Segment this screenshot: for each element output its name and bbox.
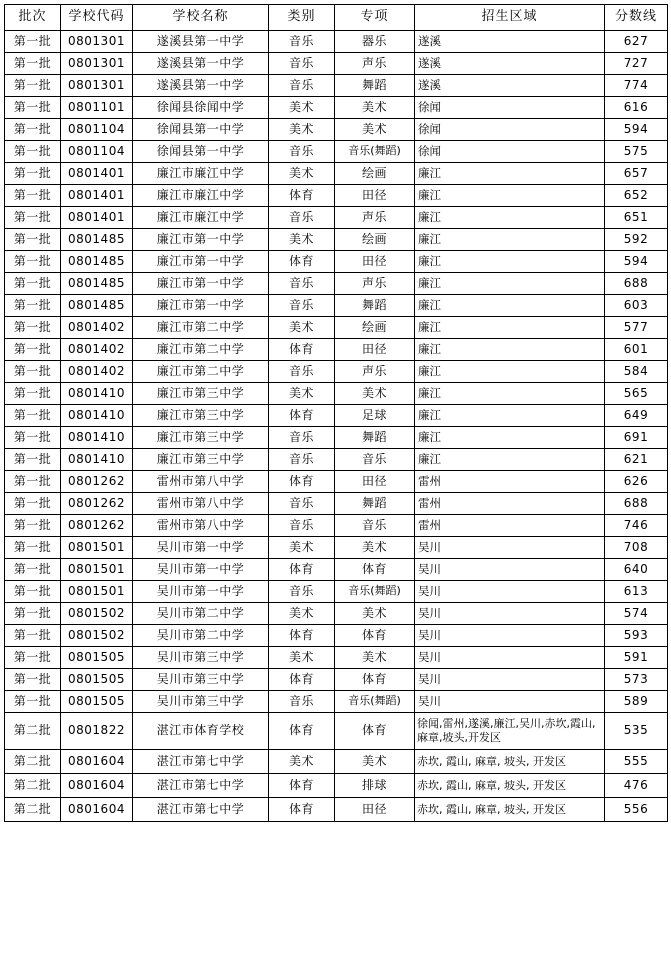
cell-school-code: 0801262 xyxy=(61,471,133,493)
cell-score-line: 627 xyxy=(605,31,668,53)
cell-school-name: 湛江市第七中学 xyxy=(133,750,269,774)
table-row xyxy=(5,295,668,317)
table-row xyxy=(5,273,668,295)
table-row xyxy=(5,537,668,559)
cell-specialty: 体育 xyxy=(335,625,415,647)
cell-score-line: 652 xyxy=(605,185,668,207)
cell-category: 音乐 xyxy=(269,515,335,537)
cell-school-name: 廉江市第一中学 xyxy=(133,273,269,295)
cell-batch: 第一批 xyxy=(5,361,61,383)
cell-category: 美术 xyxy=(269,383,335,405)
cell-category: 音乐 xyxy=(269,75,335,97)
cell-category: 体育 xyxy=(269,185,335,207)
cell-category: 音乐 xyxy=(269,31,335,53)
cell-category: 音乐 xyxy=(269,273,335,295)
table-row xyxy=(5,449,668,471)
cell-batch: 第一批 xyxy=(5,493,61,515)
cell-category: 音乐 xyxy=(269,207,335,229)
table-header xyxy=(5,5,668,31)
cell-enrollment-area: 吴川 xyxy=(415,581,605,603)
cell-enrollment-area: 吴川 xyxy=(415,537,605,559)
cell-batch: 第一批 xyxy=(5,53,61,75)
cell-school-code: 0801501 xyxy=(61,559,133,581)
cell-batch: 第一批 xyxy=(5,559,61,581)
cell-school-name: 廉江市第三中学 xyxy=(133,427,269,449)
cell-school-code: 0801402 xyxy=(61,361,133,383)
cell-category: 体育 xyxy=(269,669,335,691)
cell-batch: 第一批 xyxy=(5,31,61,53)
cell-school-name: 廉江市第一中学 xyxy=(133,251,269,273)
cell-school-code: 0801501 xyxy=(61,537,133,559)
cell-school-name: 湛江市第七中学 xyxy=(133,798,269,822)
cell-batch: 第一批 xyxy=(5,669,61,691)
cell-enrollment-area: 遂溪 xyxy=(415,75,605,97)
cell-batch: 第一批 xyxy=(5,647,61,669)
table-row xyxy=(5,339,668,361)
cell-enrollment-area: 徐闻 xyxy=(415,97,605,119)
cell-category: 体育 xyxy=(269,774,335,798)
cell-score-line: 573 xyxy=(605,669,668,691)
column-header-score-line: 分数线 xyxy=(605,5,668,31)
cell-school-name: 吴川市第二中学 xyxy=(133,603,269,625)
cell-specialty: 体育 xyxy=(335,713,415,750)
cell-score-line: 708 xyxy=(605,537,668,559)
cell-score-line: 626 xyxy=(605,471,668,493)
cell-batch: 第一批 xyxy=(5,383,61,405)
cell-specialty: 声乐 xyxy=(335,361,415,383)
cell-score-line: 575 xyxy=(605,141,668,163)
cell-school-name: 吴川市第一中学 xyxy=(133,559,269,581)
cell-enrollment-area: 吴川 xyxy=(415,691,605,713)
cell-score-line: 591 xyxy=(605,647,668,669)
cell-specialty: 绘画 xyxy=(335,229,415,251)
cell-specialty: 美术 xyxy=(335,537,415,559)
cell-enrollment-area: 廉江 xyxy=(415,251,605,273)
table-row xyxy=(5,317,668,339)
cell-school-name: 廉江市廉江中学 xyxy=(133,185,269,207)
cell-score-line: 613 xyxy=(605,581,668,603)
cell-specialty: 田径 xyxy=(335,251,415,273)
cell-school-name: 吴川市第三中学 xyxy=(133,691,269,713)
cell-school-name: 徐闻县第一中学 xyxy=(133,119,269,141)
cell-score-line: 691 xyxy=(605,427,668,449)
cell-batch: 第二批 xyxy=(5,750,61,774)
cell-school-name: 遂溪县第一中学 xyxy=(133,75,269,97)
table-row xyxy=(5,251,668,273)
table-body xyxy=(5,31,668,822)
cell-batch: 第二批 xyxy=(5,798,61,822)
cell-specialty: 排球 xyxy=(335,774,415,798)
cell-batch: 第一批 xyxy=(5,537,61,559)
cell-specialty: 音乐 xyxy=(335,515,415,537)
cell-enrollment-area: 遂溪 xyxy=(415,53,605,75)
cell-school-name: 雷州市第八中学 xyxy=(133,493,269,515)
cell-enrollment-area: 徐闻 xyxy=(415,119,605,141)
table-row xyxy=(5,515,668,537)
cell-category: 音乐 xyxy=(269,361,335,383)
cell-school-code: 0801505 xyxy=(61,647,133,669)
cell-school-code: 0801262 xyxy=(61,493,133,515)
table-row xyxy=(5,97,668,119)
cell-school-code: 0801505 xyxy=(61,669,133,691)
cell-batch: 第二批 xyxy=(5,774,61,798)
cell-school-name: 吴川市第三中学 xyxy=(133,669,269,691)
cell-school-code: 0801401 xyxy=(61,163,133,185)
cell-school-name: 遂溪县第一中学 xyxy=(133,31,269,53)
cell-school-name: 廉江市廉江中学 xyxy=(133,163,269,185)
cell-specialty: 音乐(舞蹈) xyxy=(335,141,415,163)
cell-specialty: 体育 xyxy=(335,669,415,691)
table-row xyxy=(5,185,668,207)
cell-score-line: 774 xyxy=(605,75,668,97)
cell-score-line: 594 xyxy=(605,119,668,141)
cell-specialty: 美术 xyxy=(335,750,415,774)
table-row xyxy=(5,361,668,383)
cell-school-code: 0801502 xyxy=(61,625,133,647)
cell-specialty: 音乐(舞蹈) xyxy=(335,581,415,603)
cell-specialty: 器乐 xyxy=(335,31,415,53)
column-header-enrollment-area: 招生区域 xyxy=(415,5,605,31)
cell-category: 美术 xyxy=(269,647,335,669)
cell-school-code: 0801501 xyxy=(61,581,133,603)
cell-specialty: 体育 xyxy=(335,559,415,581)
cell-specialty: 美术 xyxy=(335,383,415,405)
cell-batch: 第一批 xyxy=(5,449,61,471)
table-row xyxy=(5,750,668,774)
table-row xyxy=(5,603,668,625)
table-row xyxy=(5,75,668,97)
cell-school-code: 0801101 xyxy=(61,97,133,119)
cell-score-line: 577 xyxy=(605,317,668,339)
admission-score-table xyxy=(4,4,668,822)
cell-score-line: 535 xyxy=(605,713,668,750)
cell-school-name: 吴川市第二中学 xyxy=(133,625,269,647)
cell-specialty: 舞蹈 xyxy=(335,493,415,515)
cell-enrollment-area: 廉江 xyxy=(415,339,605,361)
cell-score-line: 574 xyxy=(605,603,668,625)
cell-specialty: 田径 xyxy=(335,185,415,207)
cell-school-code: 0801604 xyxy=(61,750,133,774)
cell-specialty: 田径 xyxy=(335,339,415,361)
table-row xyxy=(5,53,668,75)
cell-score-line: 688 xyxy=(605,273,668,295)
cell-enrollment-area: 廉江 xyxy=(415,405,605,427)
table-row xyxy=(5,713,668,750)
cell-batch: 第一批 xyxy=(5,273,61,295)
cell-score-line: 601 xyxy=(605,339,668,361)
cell-batch: 第一批 xyxy=(5,207,61,229)
cell-score-line: 640 xyxy=(605,559,668,581)
cell-enrollment-area: 廉江 xyxy=(415,229,605,251)
table-row xyxy=(5,669,668,691)
cell-specialty: 舞蹈 xyxy=(335,427,415,449)
cell-batch: 第一批 xyxy=(5,229,61,251)
cell-batch: 第一批 xyxy=(5,405,61,427)
table-row xyxy=(5,31,668,53)
cell-batch: 第一批 xyxy=(5,295,61,317)
cell-school-name: 吴川市第一中学 xyxy=(133,537,269,559)
cell-specialty: 美术 xyxy=(335,97,415,119)
cell-score-line: 593 xyxy=(605,625,668,647)
cell-specialty: 音乐 xyxy=(335,449,415,471)
cell-category: 体育 xyxy=(269,798,335,822)
cell-batch: 第二批 xyxy=(5,713,61,750)
table-header-row xyxy=(5,5,668,31)
column-header-batch: 批次 xyxy=(5,5,61,31)
cell-school-code: 0801410 xyxy=(61,427,133,449)
cell-school-name: 廉江市第一中学 xyxy=(133,229,269,251)
cell-category: 美术 xyxy=(269,537,335,559)
cell-enrollment-area: 雷州 xyxy=(415,515,605,537)
cell-category: 体育 xyxy=(269,471,335,493)
column-header-specialty: 专项 xyxy=(335,5,415,31)
cell-specialty: 舞蹈 xyxy=(335,295,415,317)
cell-score-line: 746 xyxy=(605,515,668,537)
cell-category: 音乐 xyxy=(269,581,335,603)
cell-school-name: 廉江市第二中学 xyxy=(133,361,269,383)
cell-score-line: 649 xyxy=(605,405,668,427)
table-row xyxy=(5,647,668,669)
cell-school-code: 0801485 xyxy=(61,273,133,295)
cell-score-line: 556 xyxy=(605,798,668,822)
cell-score-line: 565 xyxy=(605,383,668,405)
cell-school-code: 0801502 xyxy=(61,603,133,625)
cell-school-name: 廉江市第二中学 xyxy=(133,317,269,339)
cell-school-code: 0801262 xyxy=(61,515,133,537)
cell-school-code: 0801505 xyxy=(61,691,133,713)
cell-school-code: 0801301 xyxy=(61,53,133,75)
table-row xyxy=(5,141,668,163)
cell-category: 美术 xyxy=(269,750,335,774)
cell-school-code: 0801604 xyxy=(61,774,133,798)
table-row xyxy=(5,405,668,427)
cell-batch: 第一批 xyxy=(5,691,61,713)
cell-batch: 第一批 xyxy=(5,185,61,207)
cell-school-name: 雷州市第八中学 xyxy=(133,471,269,493)
cell-enrollment-area: 徐闻 xyxy=(415,141,605,163)
cell-school-name: 廉江市第二中学 xyxy=(133,339,269,361)
cell-category: 体育 xyxy=(269,405,335,427)
cell-category: 音乐 xyxy=(269,449,335,471)
cell-batch: 第一批 xyxy=(5,339,61,361)
table-row xyxy=(5,427,668,449)
cell-school-code: 0801104 xyxy=(61,119,133,141)
table-row xyxy=(5,798,668,822)
cell-batch: 第一批 xyxy=(5,97,61,119)
cell-category: 音乐 xyxy=(269,295,335,317)
cell-batch: 第一批 xyxy=(5,163,61,185)
cell-school-code: 0801301 xyxy=(61,31,133,53)
cell-school-name: 吴川市第一中学 xyxy=(133,581,269,603)
table-row xyxy=(5,625,668,647)
cell-school-name: 廉江市第三中学 xyxy=(133,449,269,471)
table-row xyxy=(5,774,668,798)
cell-category: 体育 xyxy=(269,251,335,273)
cell-score-line: 476 xyxy=(605,774,668,798)
column-header-school-code: 学校代码 xyxy=(61,5,133,31)
cell-school-name: 湛江市体育学校 xyxy=(133,713,269,750)
cell-specialty: 田径 xyxy=(335,471,415,493)
column-header-school-name: 学校名称 xyxy=(133,5,269,31)
cell-school-name: 雷州市第八中学 xyxy=(133,515,269,537)
cell-enrollment-area: 廉江 xyxy=(415,273,605,295)
cell-batch: 第一批 xyxy=(5,471,61,493)
cell-enrollment-area: 赤坎, 霞山, 麻章, 坡头, 开发区 xyxy=(415,774,605,798)
cell-school-code: 0801410 xyxy=(61,405,133,427)
table-row xyxy=(5,691,668,713)
table-row xyxy=(5,229,668,251)
cell-specialty: 音乐(舞蹈) xyxy=(335,691,415,713)
cell-school-code: 0801604 xyxy=(61,798,133,822)
cell-score-line: 555 xyxy=(605,750,668,774)
cell-batch: 第一批 xyxy=(5,581,61,603)
cell-enrollment-area: 雷州 xyxy=(415,493,605,515)
cell-enrollment-area: 廉江 xyxy=(415,383,605,405)
cell-specialty: 田径 xyxy=(335,798,415,822)
table-row xyxy=(5,163,668,185)
cell-school-name: 廉江市第三中学 xyxy=(133,383,269,405)
cell-score-line: 594 xyxy=(605,251,668,273)
cell-school-name: 湛江市第七中学 xyxy=(133,774,269,798)
cell-specialty: 美术 xyxy=(335,647,415,669)
table-row xyxy=(5,559,668,581)
cell-enrollment-area: 廉江 xyxy=(415,449,605,471)
cell-category: 音乐 xyxy=(269,427,335,449)
cell-enrollment-area: 廉江 xyxy=(415,295,605,317)
cell-school-code: 0801401 xyxy=(61,185,133,207)
cell-score-line: 727 xyxy=(605,53,668,75)
cell-school-name: 吴川市第三中学 xyxy=(133,647,269,669)
cell-score-line: 688 xyxy=(605,493,668,515)
cell-school-code: 0801485 xyxy=(61,251,133,273)
cell-school-name: 廉江市第三中学 xyxy=(133,405,269,427)
table-row xyxy=(5,581,668,603)
cell-specialty: 绘画 xyxy=(335,317,415,339)
cell-enrollment-area: 徐闻,雷州,遂溪,廉江,吴川,赤坎,霞山,麻章,坡头,开发区 xyxy=(415,713,605,750)
cell-school-code: 0801301 xyxy=(61,75,133,97)
cell-category: 美术 xyxy=(269,163,335,185)
cell-enrollment-area: 吴川 xyxy=(415,625,605,647)
cell-batch: 第一批 xyxy=(5,625,61,647)
cell-category: 体育 xyxy=(269,559,335,581)
cell-enrollment-area: 吴川 xyxy=(415,603,605,625)
table-row xyxy=(5,471,668,493)
cell-specialty: 美术 xyxy=(335,119,415,141)
cell-score-line: 592 xyxy=(605,229,668,251)
cell-category: 音乐 xyxy=(269,691,335,713)
cell-category: 美术 xyxy=(269,603,335,625)
cell-category: 体育 xyxy=(269,625,335,647)
cell-category: 音乐 xyxy=(269,493,335,515)
cell-school-code: 0801485 xyxy=(61,229,133,251)
cell-score-line: 651 xyxy=(605,207,668,229)
cell-specialty: 声乐 xyxy=(335,207,415,229)
cell-enrollment-area: 廉江 xyxy=(415,317,605,339)
cell-batch: 第一批 xyxy=(5,119,61,141)
cell-enrollment-area: 吴川 xyxy=(415,669,605,691)
cell-school-code: 0801410 xyxy=(61,449,133,471)
cell-score-line: 589 xyxy=(605,691,668,713)
cell-school-name: 徐闻县徐闻中学 xyxy=(133,97,269,119)
cell-score-line: 616 xyxy=(605,97,668,119)
cell-enrollment-area: 廉江 xyxy=(415,163,605,185)
cell-enrollment-area: 赤坎, 霞山, 麻章, 坡头, 开发区 xyxy=(415,750,605,774)
cell-score-line: 584 xyxy=(605,361,668,383)
column-header-category: 类别 xyxy=(269,5,335,31)
cell-specialty: 声乐 xyxy=(335,53,415,75)
cell-school-code: 0801104 xyxy=(61,141,133,163)
cell-batch: 第一批 xyxy=(5,317,61,339)
cell-batch: 第一批 xyxy=(5,603,61,625)
cell-enrollment-area: 赤坎, 霞山, 麻章, 坡头, 开发区 xyxy=(415,798,605,822)
table-row xyxy=(5,493,668,515)
cell-batch: 第一批 xyxy=(5,427,61,449)
cell-batch: 第一批 xyxy=(5,141,61,163)
cell-enrollment-area: 吴川 xyxy=(415,559,605,581)
cell-enrollment-area: 雷州 xyxy=(415,471,605,493)
cell-enrollment-area: 廉江 xyxy=(415,427,605,449)
cell-enrollment-area: 吴川 xyxy=(415,647,605,669)
cell-enrollment-area: 遂溪 xyxy=(415,31,605,53)
cell-score-line: 621 xyxy=(605,449,668,471)
cell-category: 美术 xyxy=(269,317,335,339)
cell-school-code: 0801822 xyxy=(61,713,133,750)
cell-category: 美术 xyxy=(269,97,335,119)
cell-specialty: 声乐 xyxy=(335,273,415,295)
cell-score-line: 657 xyxy=(605,163,668,185)
cell-enrollment-area: 廉江 xyxy=(415,185,605,207)
cell-category: 美术 xyxy=(269,229,335,251)
cell-school-code: 0801402 xyxy=(61,339,133,361)
cell-school-code: 0801401 xyxy=(61,207,133,229)
cell-school-name: 廉江市第一中学 xyxy=(133,295,269,317)
cell-enrollment-area: 廉江 xyxy=(415,207,605,229)
cell-enrollment-area: 廉江 xyxy=(415,361,605,383)
cell-category: 音乐 xyxy=(269,53,335,75)
table-row xyxy=(5,119,668,141)
cell-score-line: 603 xyxy=(605,295,668,317)
cell-school-name: 廉江市廉江中学 xyxy=(133,207,269,229)
table-row xyxy=(5,383,668,405)
cell-batch: 第一批 xyxy=(5,515,61,537)
cell-school-name: 徐闻县第一中学 xyxy=(133,141,269,163)
cell-specialty: 足球 xyxy=(335,405,415,427)
table-row xyxy=(5,207,668,229)
cell-batch: 第一批 xyxy=(5,251,61,273)
cell-specialty: 美术 xyxy=(335,603,415,625)
cell-batch: 第一批 xyxy=(5,75,61,97)
cell-category: 体育 xyxy=(269,713,335,750)
cell-category: 音乐 xyxy=(269,141,335,163)
cell-specialty: 绘画 xyxy=(335,163,415,185)
cell-school-name: 遂溪县第一中学 xyxy=(133,53,269,75)
cell-school-code: 0801410 xyxy=(61,383,133,405)
cell-school-code: 0801485 xyxy=(61,295,133,317)
cell-school-code: 0801402 xyxy=(61,317,133,339)
cell-specialty: 舞蹈 xyxy=(335,75,415,97)
cell-category: 美术 xyxy=(269,119,335,141)
cell-category: 体育 xyxy=(269,339,335,361)
